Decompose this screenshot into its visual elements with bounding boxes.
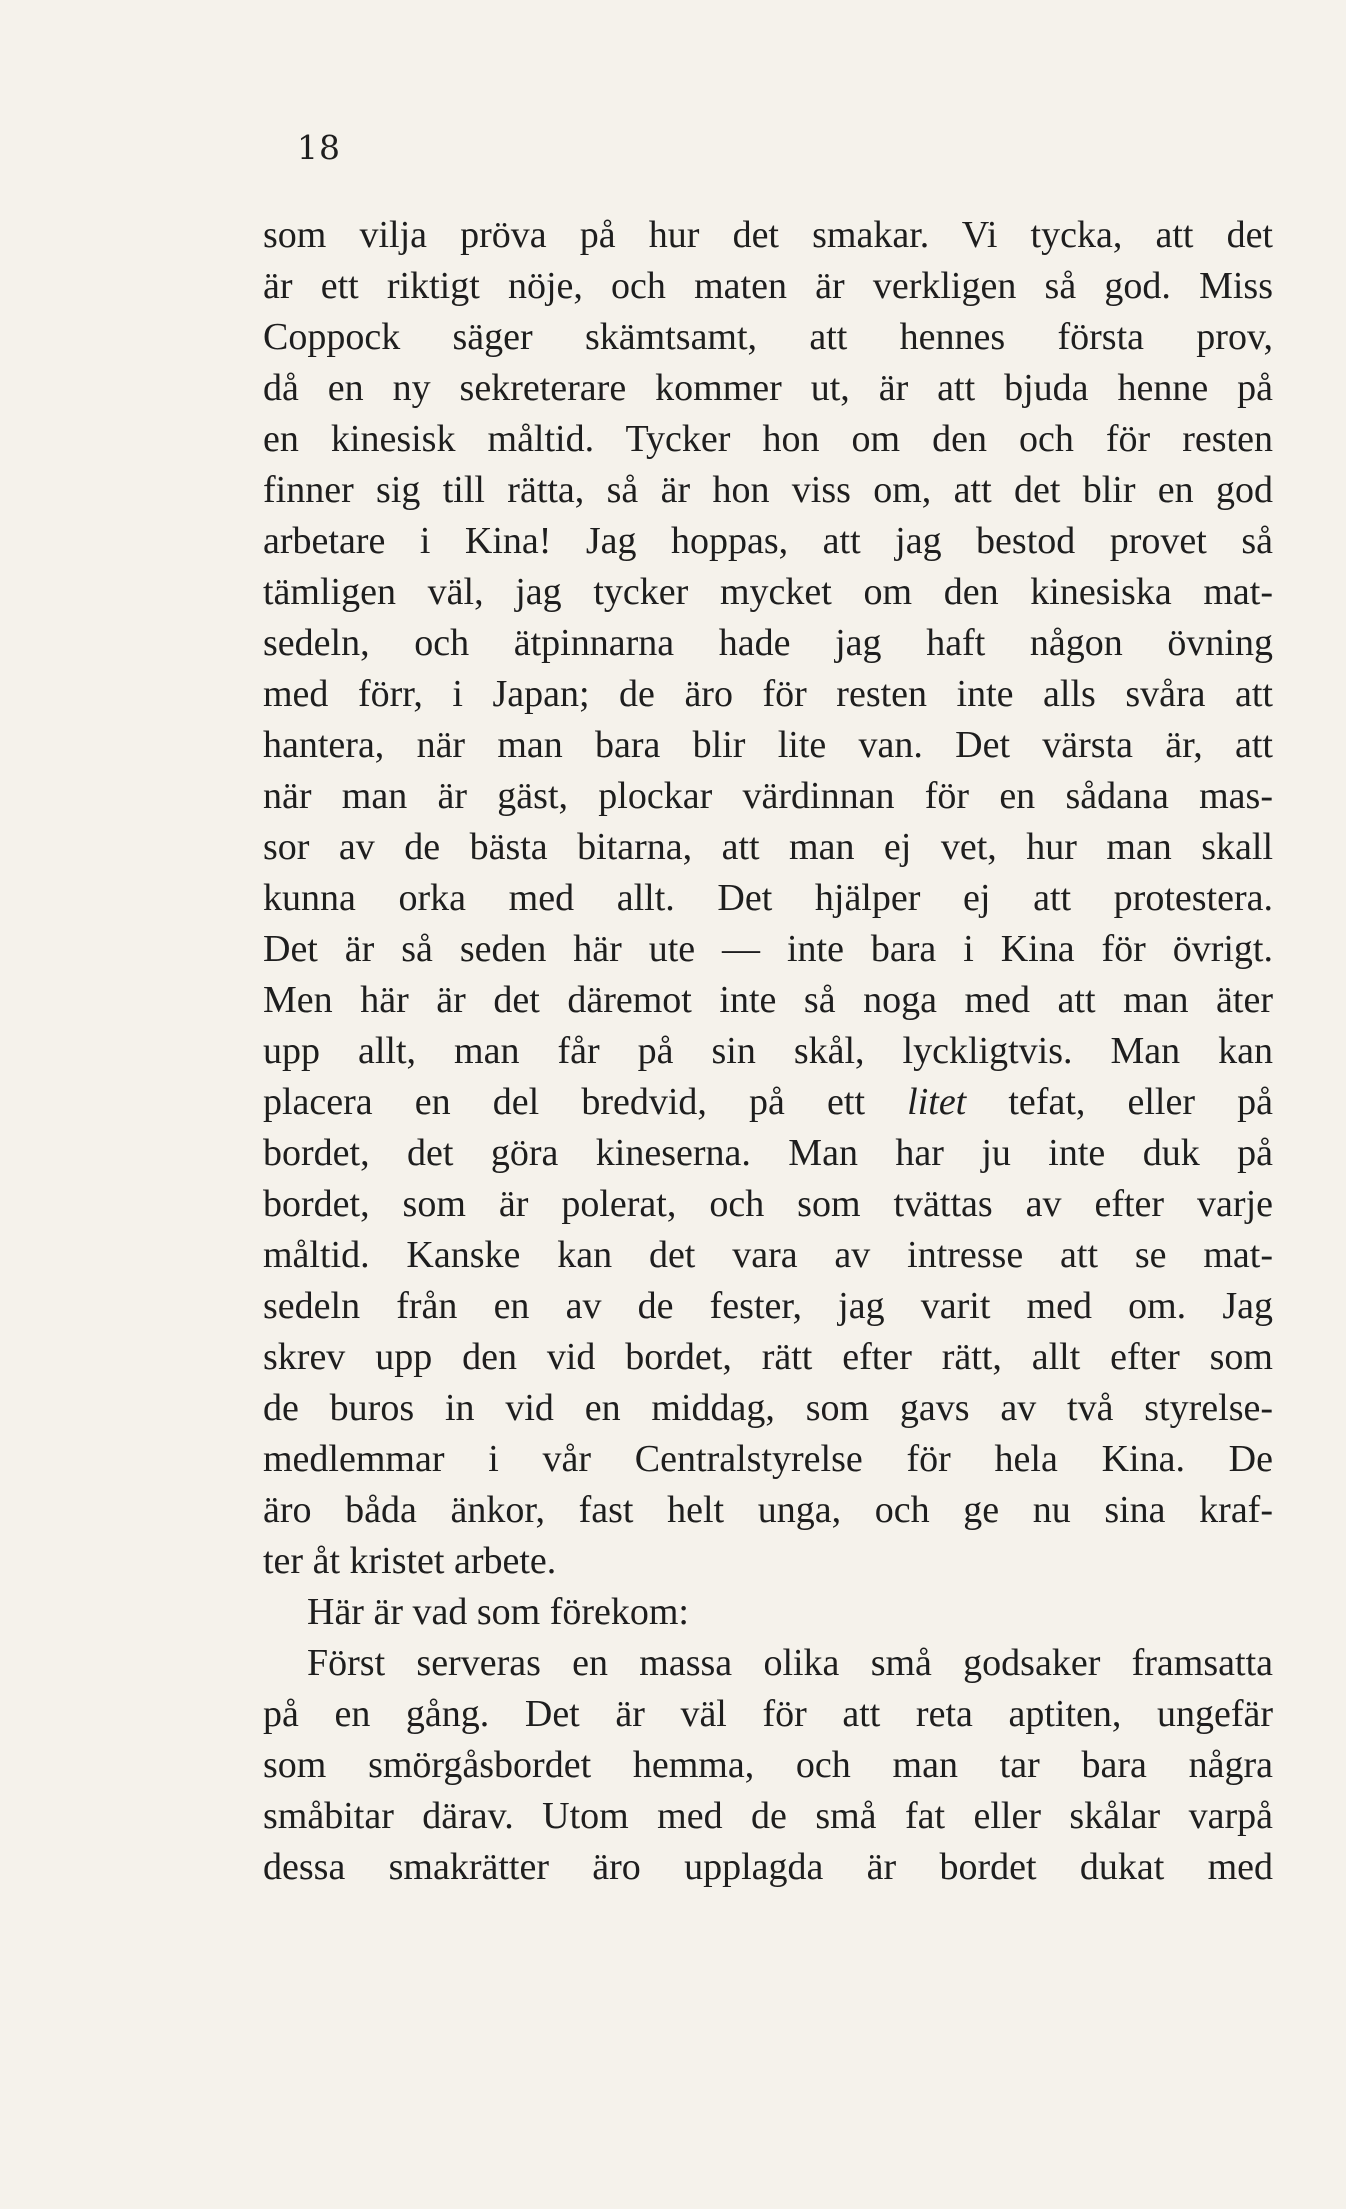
text-line: Det är så seden här ute — inte bara i Kina för övrigt. (263, 928, 1273, 970)
text-line: på en gång. Det är väl för att reta aptiten, ungefär (263, 1693, 1273, 1735)
text-line: Först serveras en massa olika små godsaker framsatta (307, 1642, 1273, 1684)
text-line: arbetare i Kina! Jag hoppas, att jag bestod provet så (263, 520, 1273, 562)
text-line: med förr, i Japan; de äro för resten inte alls svåra att (263, 673, 1273, 715)
text-line: kunna orka med allt. Det hjälper ej att protestera. (263, 877, 1273, 919)
text-line: dessa smakrätter äro upplagda är bordet dukat med (263, 1846, 1273, 1888)
body-text (263, 210, 1273, 1893)
text-line: Men här är det däremot inte så noga med att man äter (263, 979, 1273, 1021)
text-line: Coppock säger skämtsamt, att hennes första prov, (263, 316, 1273, 358)
text-line: tämligen väl, jag tycker mycket om den kinesiska mat- (263, 571, 1273, 613)
text-line: då en ny sekreterare kommer ut, är att bjuda henne på (263, 367, 1273, 409)
text-line: bordet, som är polerat, och som tvättas av efter varje (263, 1183, 1273, 1225)
text-fragment: tefat, eller på (1008, 1081, 1273, 1123)
text-line: skrev upp den vid bordet, rätt efter rätt, allt efter som (263, 1336, 1273, 1378)
text-line: hantera, när man bara blir lite van. Det värsta är, att (263, 724, 1273, 766)
text-line-with-italic (263, 1077, 1273, 1128)
text-line: sedeln från en av de fester, jag varit med om. Jag (263, 1285, 1273, 1327)
text-line: sor av de bästa bitarna, att man ej vet, hur man skall (263, 826, 1273, 868)
text-line: medlemmar i vår Centralstyrelse för hela Kina. De (263, 1438, 1273, 1480)
text-line: en kinesisk måltid. Tycker hon om den och för resten (263, 418, 1273, 460)
text-fragment: placera en del bredvid, på ett (263, 1081, 866, 1123)
text-line: när man är gäst, plockar värdinnan för en sådana mas- (263, 775, 1273, 817)
text-line: måltid. Kanske kan det vara av intresse att se mat- (263, 1234, 1273, 1276)
text-line: sedeln, och ätpinnarna hade jag haft någon övning (263, 622, 1273, 664)
text-line: de buros in vid en middag, som gavs av två styrelse- (263, 1387, 1273, 1429)
text-line: ter åt kristet arbete. (263, 1540, 557, 1582)
text-line: som vilja pröva på hur det smakar. Vi tycka, att det (263, 214, 1273, 256)
italic-word: litet (907, 1081, 967, 1123)
text-line: är ett riktigt nöje, och maten är verkligen så god. Miss (263, 265, 1273, 307)
text-line: finner sig till rätta, så är hon viss om, att det blir en god (263, 469, 1273, 511)
text-line: som smörgåsbordet hemma, och man tar bara några (263, 1744, 1273, 1786)
text-line: Här är vad som förekom: (307, 1591, 689, 1633)
text-line: småbitar därav. Utom med de små fat eller skålar varpå (263, 1795, 1273, 1837)
text-line: upp allt, man får på sin skål, lyckligtvis. Man kan (263, 1030, 1273, 1072)
text-line: bordet, det göra kineserna. Man har ju inte duk på (263, 1132, 1273, 1174)
text-line: äro båda änkor, fast helt unga, och ge nu sina kraf- (263, 1489, 1273, 1531)
page-number: 18 (297, 128, 341, 167)
